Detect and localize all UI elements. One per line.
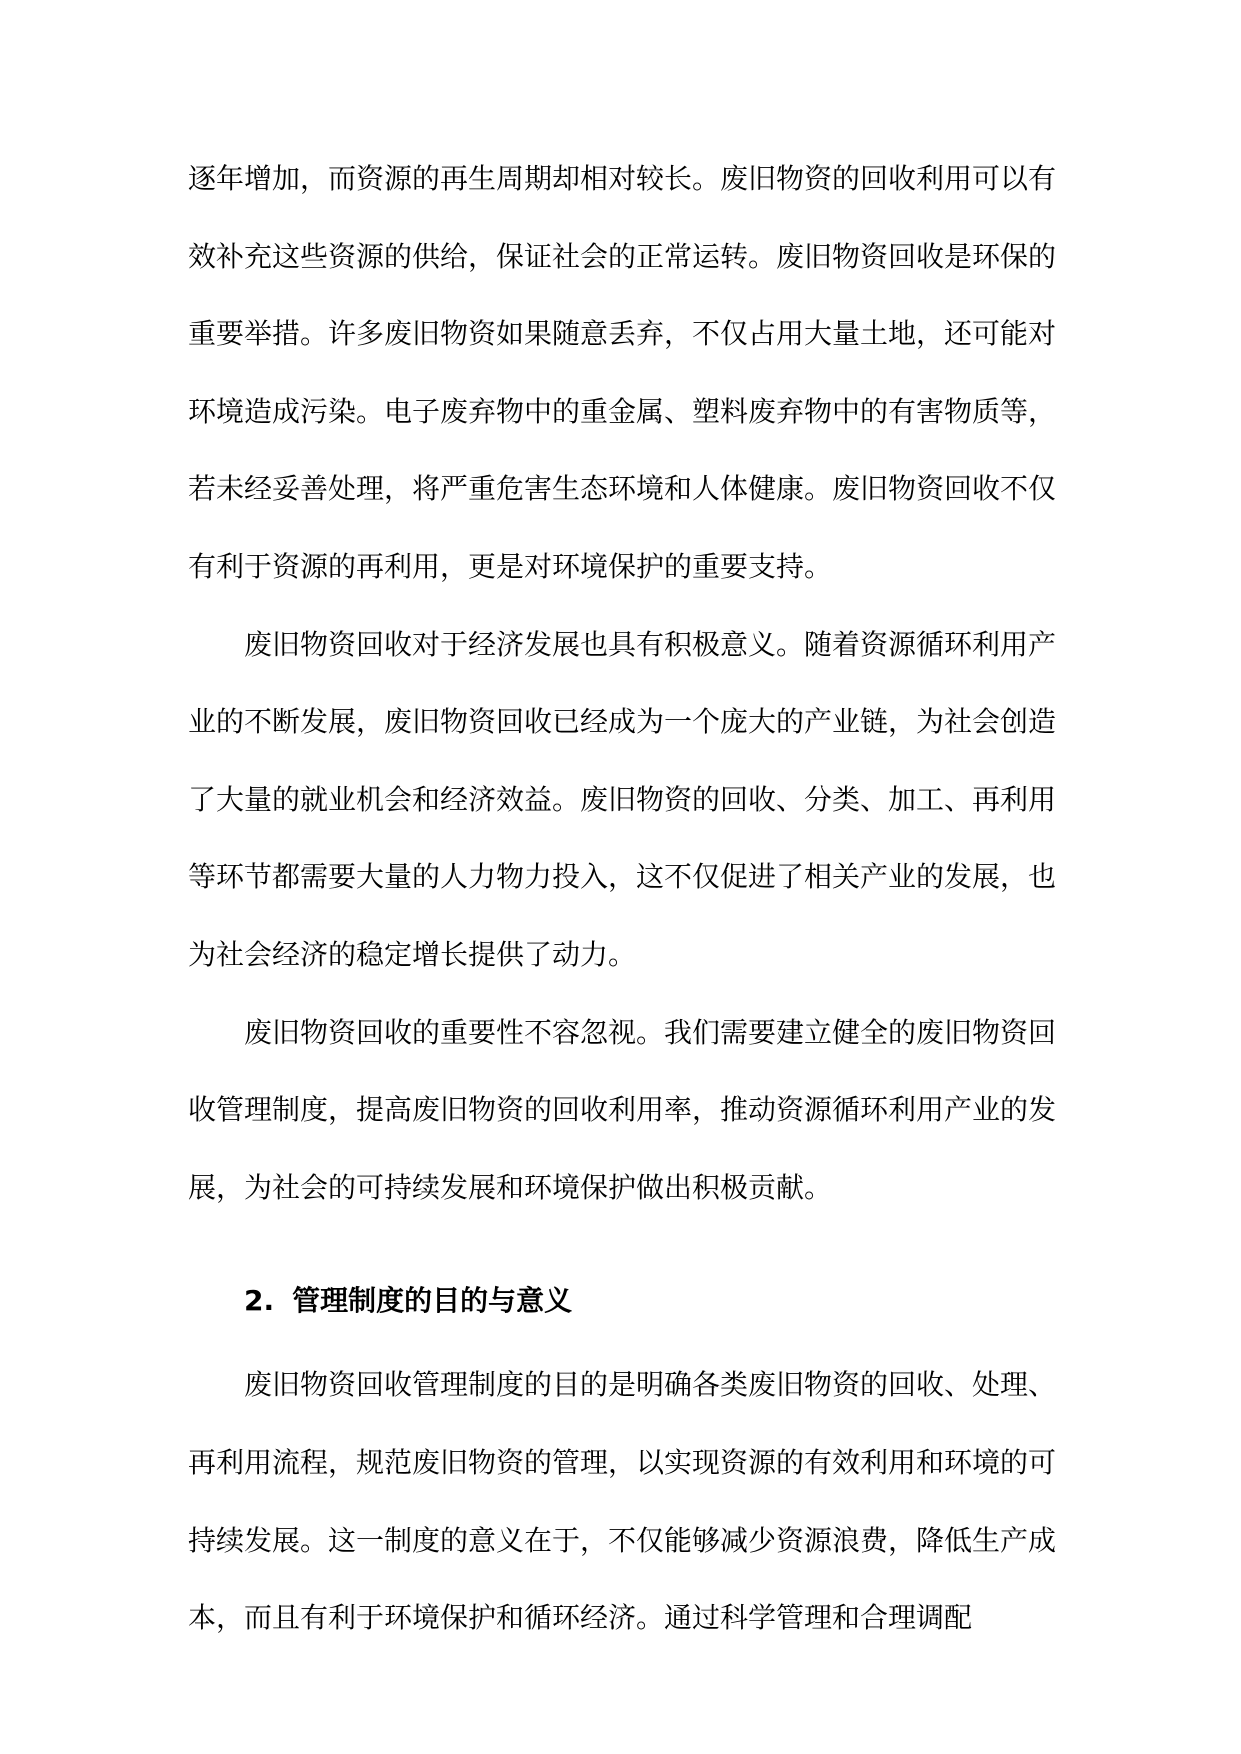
document-page — [188, 140, 1056, 1657]
paragraph-importance-summary: 废旧物资回收的重要性不容忽视。我们需要建立健全的废旧物资回收管理制度，提高废旧物资的回收利用率，推动资源循环利用产业的发展，为社会的可持续发展和环境保护做出积极贡献。 — [188, 1015, 1057, 1204]
section-number: 2. — [244, 1284, 275, 1318]
paragraph-resource-supply: 逐年增加，而资源的再生周期却相对较长。废旧物资的回收利用可以有效补充这些资源的供给，保证社会的正常运转。废旧物资回收是环保的重要举措。许多废旧物资如果随意丢弃，不仅占用大量土地，还可能对环境造成污染。电子废弃物中的重金属、塑料废弃物中的有害物质等，若未经妥善处理，将严重危害生态环境和人体健康。废旧物资回收不仅有利于资源的再利用，更是对环境保护的重要支持。 — [188, 162, 1057, 583]
paragraph-economic-significance: 废旧物资回收对于经济发展也具有积极意义。随着资源循环利用产业的不断发展，废旧物资回收已经成为一个庞大的产业链，为社会创造了大量的就业机会和经济效益。废旧物资的回收、分类、加工、再利用等环节都需要大量的人力物力投入，这不仅促进了相关产业的发展，也为社会经济的稳定增长提供了动力。 — [188, 627, 1057, 971]
section-heading — [188, 1256, 1056, 1346]
section-title: 管理制度的目的与意义 — [292, 1284, 573, 1318]
paragraph-purpose-meaning: 废旧物资回收管理制度的目的是明确各类废旧物资的回收、处理、再利用流程，规范废旧物资的管理，以实现资源的有效利用和环境的可持续发展。这一制度的意义在于，不仅能够减少资源浪费，降低生产成本，而且有利于环境保护和循环经济。通过科学管理和合理调配 — [188, 1368, 1057, 1635]
